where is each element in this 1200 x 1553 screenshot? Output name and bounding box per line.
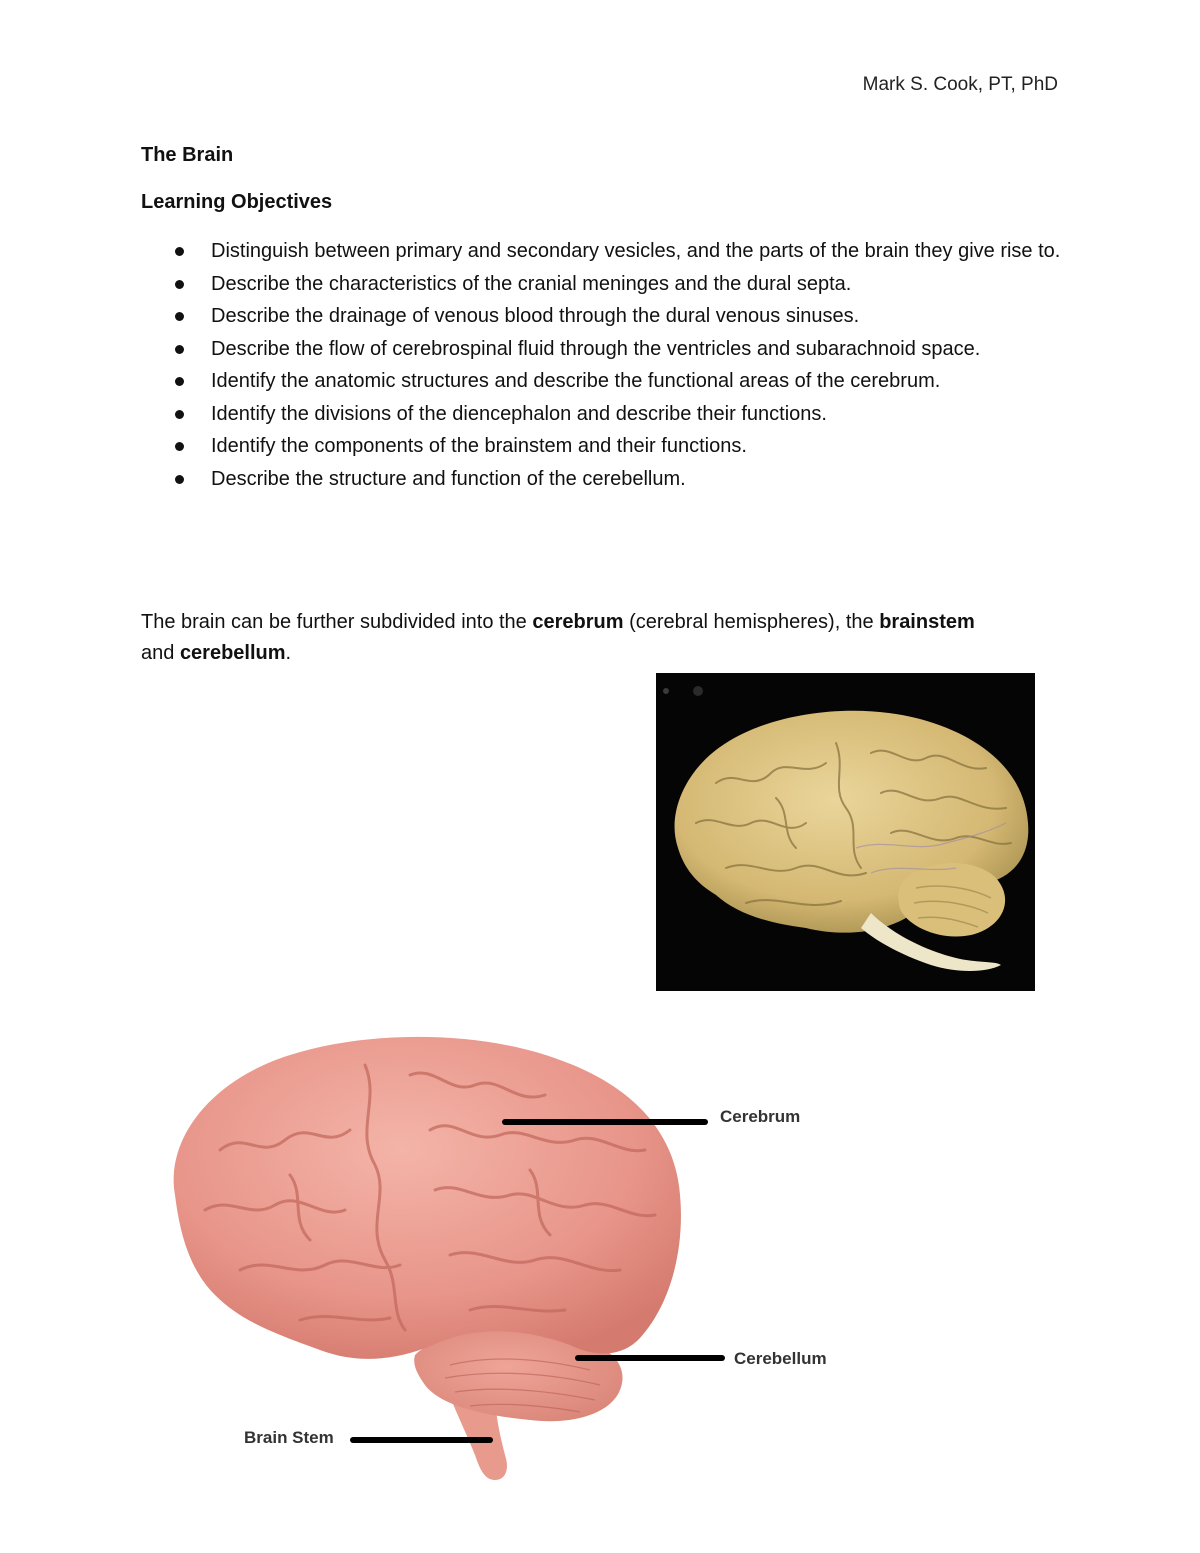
intro-text: and xyxy=(141,642,180,664)
bullet-icon xyxy=(175,442,184,451)
term-cerebellum: cerebellum xyxy=(179,642,286,664)
term-brainstem: brainstem xyxy=(879,611,975,633)
label-cerebellum: Cerebellum xyxy=(734,1349,827,1368)
list-item xyxy=(141,431,1071,462)
bullet-icon xyxy=(175,475,184,484)
objective-text: Identify the anatomic structures and describe the functional areas of the cerebrum. xyxy=(211,370,941,392)
objective-text: Describe the drainage of venous blood through the dural venous sinuses. xyxy=(211,305,860,327)
list-item xyxy=(141,236,1071,267)
page-title: The Brain xyxy=(141,144,234,166)
list-item xyxy=(141,269,1071,300)
author-header: Mark S. Cook, PT, PhD xyxy=(862,74,1058,95)
label-brain-stem: Brain Stem xyxy=(244,1428,334,1447)
list-item xyxy=(141,464,1071,495)
objective-text: Describe the flow of cerebrospinal fluid through the ventricles and subarachnoid space. xyxy=(211,337,981,360)
intro-text: . xyxy=(285,642,292,664)
bullet-icon xyxy=(175,345,184,354)
intro-text: (cerebral hemispheres), the xyxy=(623,611,880,633)
brain-specimen-illustration xyxy=(656,673,1035,991)
intro-paragraph xyxy=(141,607,1071,669)
list-item xyxy=(141,301,1071,332)
bullet-icon xyxy=(175,312,184,321)
list-item xyxy=(141,366,1071,397)
list-item xyxy=(141,399,1071,430)
objective-text: Identify the divisions of the diencephalon and describe their functions. xyxy=(211,402,827,425)
objective-text: Distinguish between primary and secondary vesicles, and the parts of the brain they give rise to. xyxy=(211,240,1061,262)
bullet-icon xyxy=(175,280,184,289)
objective-text: Describe the structure and function of the cerebellum. xyxy=(211,467,686,490)
brain-specimen-photo xyxy=(656,673,1035,991)
objective-text: Identify the components of the brainstem and their functions. xyxy=(211,435,747,457)
term-cerebrum: cerebrum xyxy=(532,611,624,633)
brain-diagram xyxy=(150,1020,870,1500)
objectives-heading: Learning Objectives xyxy=(141,191,333,213)
list-item xyxy=(141,334,1071,365)
bullet-icon xyxy=(175,410,184,419)
objectives-list xyxy=(141,236,1071,496)
bullet-icon xyxy=(175,247,184,256)
label-cerebrum: Cerebrum xyxy=(720,1107,801,1126)
intro-text: The brain can be further subdivided into the xyxy=(141,611,533,633)
bullet-icon xyxy=(175,377,184,386)
objective-text: Describe the characteristics of the cranial meninges and the dural septa. xyxy=(211,272,852,295)
